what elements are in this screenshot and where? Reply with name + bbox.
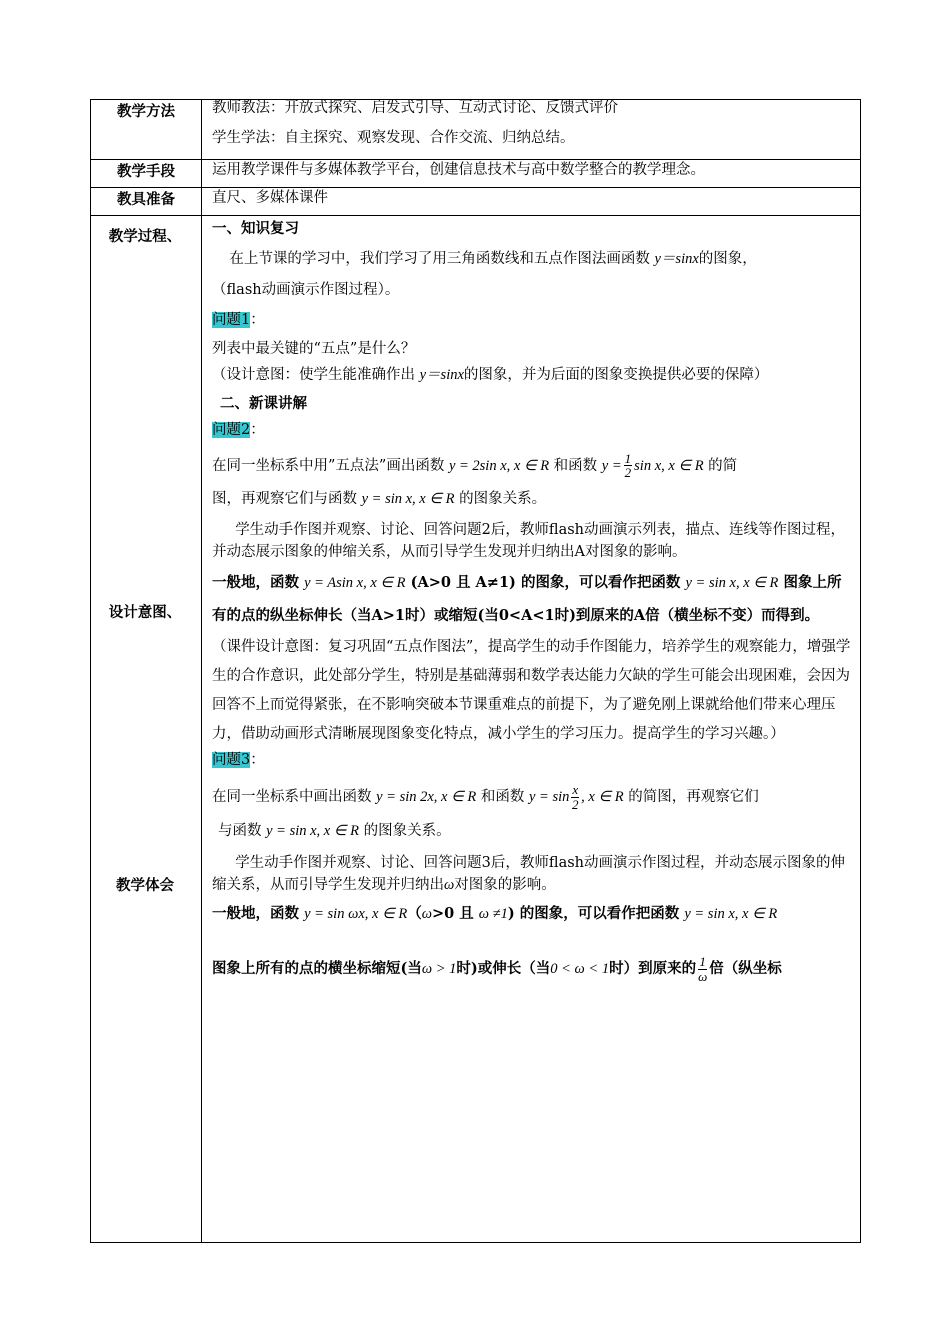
fraction-x-over-2: $\frac{x}{2}$	[572, 782, 579, 812]
section-new-lesson-heading: 二、新课讲解	[220, 394, 307, 412]
review-paragraph: 在上节课的学习中，我们学习了用三角函数线和五点作图法画函数 y＝sinx的图象，	[229, 251, 757, 268]
row-tools	[91, 188, 861, 216]
conclusion-amplitude: 一般地，函数 y = Asin x, x ∈ R (A>0 且 A≠1) 的图象，可以看作把函数 y = sin x, x ∈ R 图象上所有的点的纵坐标伸长（当A>1时）或缩短(当0<A<1时)到原来的A倍（横坐标不变）而得到。	[212, 574, 842, 624]
question-3-text: 在同一坐标系中画出函数 y = sin 2x, x ∈ R 和函数 y = sin $\frac{x}{2}$ , x ∈ R 的简图，再观察它们	[212, 782, 759, 812]
teacher-method: 教师教法：开放式探究、启发式引导、互动式讨论、反馈式评价	[212, 100, 618, 116]
tools-content: 直尺、多媒体课件	[202, 188, 861, 216]
row-method	[91, 100, 861, 160]
label-method: 教学方法	[91, 100, 202, 160]
question-2-heading: 问题2：	[212, 422, 265, 439]
question-1-heading: 问题1：	[212, 312, 265, 329]
fraction-one-over-omega: $\frac{1}{\omega}$	[698, 954, 708, 985]
label-process-cell	[91, 216, 202, 1243]
row-means	[91, 160, 861, 188]
label-reflection: 教学体会	[116, 877, 174, 894]
question-2-text: 在同一坐标系中用”五点法”画出函数 y = 2sin x, x ∈ R 和函数 y = $\frac{1}{2}$ sin x, x ∈ R 的简	[212, 450, 738, 481]
question-1-text: 列表中最关键的“五点”是什么？	[212, 340, 416, 357]
row-process	[91, 216, 861, 1243]
method-content	[202, 100, 861, 160]
label-means: 教学手段	[91, 160, 202, 188]
conclusion-period: 一般地，函数 y = sin ωx, x ∈ R（ω>0 且 ω ≠1) 的图象，可以看作把函数 y = sin x, x ∈ R	[212, 904, 778, 922]
activity-paragraph-2: 学生动手作图并观察、讨论、回答问题2后，教师flash动画演示列表，描点、连线等作图过程，并动态展示图象的伸缩关系，从而引导学生发现并归纳出A对图象的影响。	[212, 521, 846, 560]
process-content	[202, 216, 861, 1243]
activity-paragraph-3: 学生动手作图并观察、讨论、回答问题3后，教师flash动画演示作图过程，并动态展示图象的伸缩关系，从而引导学生发现并归纳出ω对图象的影响。	[212, 855, 846, 894]
design-intent-1: （设计意图：使学生能准确作出 y＝sinx的图象，并为后面的图象变换提供必要的保障）	[212, 367, 769, 384]
lesson-plan-table	[90, 99, 861, 1243]
section-review-heading: 一、知识复习	[212, 220, 299, 237]
label-design: 设计意图、	[108, 604, 182, 621]
label-process: 教学过程、	[108, 228, 182, 245]
question-2-text-cont: 图，再观察它们与函数 y = sin x, x ∈ R 的图象关系。	[212, 491, 547, 508]
fraction-one-half: $\frac{1}{2}$	[624, 450, 632, 481]
question-3-heading: 问题3：	[212, 751, 265, 768]
design-intent-2: （课件设计意图：复习巩固“五点作图法”，提高学生的动手作图能力，培养学生的观察能力，增强学生的合作意识，此处部分学生，特别是基础薄弱和数学表达能力欠缺的学生可能会出现困难，会因为回答不上而觉得紧张，在不影响突破本节课重难点的前提下，为了避免刚上课就给他们带来心理压力，借助动画形式清晰展现图象变化特点，减小学生的学习压力。提高学生的学习兴趣。）	[212, 638, 851, 742]
conclusion-period-cont: 图象上所有的点的横坐标缩短(当ω > 1时)或伸长（当0 < ω < 1时）到原来的 $\frac{1}{\omega}$ 倍（纵坐标	[212, 954, 782, 985]
label-tools: 教具准备	[91, 188, 202, 216]
question-3-text-cont: 与函数 y = sin x, x ∈ R 的图象关系。	[218, 822, 451, 839]
means-content: 运用教学课件与多媒体教学平台，创建信息技术与高中数学整合的教学理念。	[202, 160, 861, 188]
flash-note: （flash动画演示作图过程）。	[212, 281, 400, 298]
student-method: 学生学法：自主探究、观察发现、合作交流、归纳总结。	[212, 129, 575, 146]
